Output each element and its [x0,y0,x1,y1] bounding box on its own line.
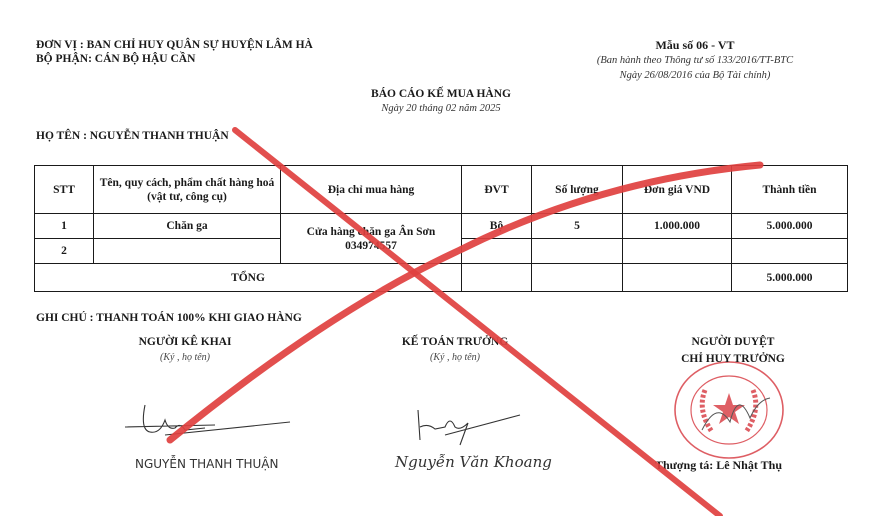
report-title: BÁO CÁO KẾ MUA HÀNG [371,88,511,100]
total-amount: 5.000.000 [732,264,848,292]
accountant-signature-block [380,334,530,365]
full-name: HỌ TÊN : NGUYỄN THANH THUẬN [36,130,229,142]
cell-stt: 1 [35,214,94,239]
cell-unit: Bộ [462,214,532,239]
preparer-hint: (Ký , họ tên) [160,352,210,363]
accountant-hint: (Ký , họ tên) [430,352,480,363]
form-issued-line-1: (Ban hành theo Thông tư số 133/2016/TT-BTC [596,55,794,66]
form-issued-line-2: Ngày 26/08/2016 của Bộ Tài chính) [619,70,771,81]
payment-note: GHI CHÚ : THANH TOÁN 100% KHI GIAO HÀNG [36,312,302,324]
header-quantity: Số lượng [532,166,623,214]
cell-quantity: 5 [532,214,623,239]
total-empty-unit [462,264,532,292]
report-title-block [300,87,582,116]
cell-quantity [532,239,623,264]
accountant-signature-icon [390,405,620,485]
preparer-role: NGƯỜI KÊ KHAI [138,336,232,348]
unit-line: ĐƠN VỊ : BAN CHỈ HUY QUÂN SỰ HUYỆN LÂM HÀ [36,39,313,51]
preparer-handwritten-name: NGUYỄN THANH THUẬN [135,457,279,471]
approver-role: NGƯỜI DUYỆT [691,336,775,348]
total-empty-qty [532,264,623,292]
total-empty-price [623,264,732,292]
table-total-row [35,264,848,292]
cell-amount [732,239,848,264]
form-number: Mẫu số 06 - VT [655,38,735,52]
org-header [36,38,313,66]
cell-item-name [94,239,281,264]
preparer-signature-block [110,334,260,365]
header-item-name: Tên, quy cách, phẩm chất hàng hoá (vật tư, công cụ) [94,166,281,214]
header-stt: STT [35,166,94,214]
form-reference [560,38,830,83]
cell-amount: 5.000.000 [732,214,848,239]
accountant-handwritten-name: Nguyễn Văn Khoang [395,453,552,471]
approver-title: CHỈ HUY TRƯỞNG [681,353,785,365]
header-address: Địa chỉ mua hàng [281,166,462,214]
table-header-row [35,166,848,214]
approver-rank-name: Thượng tá: Lê Nhật Thụ [655,458,782,472]
purchase-table [34,165,848,292]
department-line: BỘ PHẬN: CÁN BỘ HẬU CẦN [36,53,196,65]
preparer-signature-icon [120,400,320,475]
header-amount: Thành tiền [732,166,848,214]
table-row [35,214,848,239]
cell-unit-price: 1.000.000 [623,214,732,239]
approver-signature-block [658,334,808,368]
accountant-role: KẾ TOÁN TRƯỞNG [401,336,509,348]
cell-address: Cửa hàng chăn ga Ân Sơn 034974557 [281,214,462,264]
cell-unit-price [623,239,732,264]
cell-stt: 2 [35,239,94,264]
cell-unit [462,239,532,264]
cell-item-name: Chăn ga [94,214,281,239]
header-unit: ĐVT [462,166,532,214]
report-date: Ngày 20 tháng 02 năm 2025 [381,103,501,114]
header-unit-price: Đơn giá VND [623,166,732,214]
total-label: TỔNG [35,264,462,292]
official-stamp-icon [672,360,786,460]
